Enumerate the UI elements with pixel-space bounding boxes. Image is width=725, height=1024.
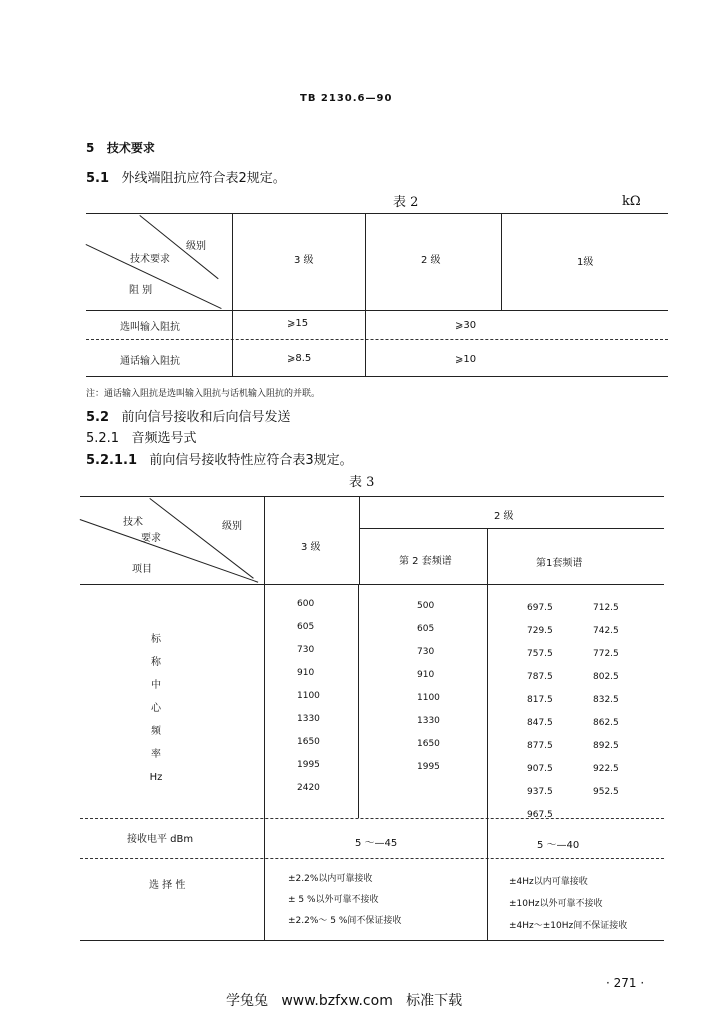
section-title: 技术要求 <box>106 141 155 155</box>
table3-selectivity-2 <box>288 869 401 932</box>
table2-bottom-rule <box>86 376 668 377</box>
doc-code: TB 2130.6—90 <box>300 93 393 104</box>
freq-value: 1995 <box>297 760 320 770</box>
label-char: 标 <box>151 634 161 645</box>
label-char: 称 <box>151 657 161 668</box>
freq-value: 937.5 <box>527 787 553 797</box>
freq-value: 730 <box>297 645 315 655</box>
section-5-2-1-1 <box>86 449 353 468</box>
section-number: 5 <box>86 141 95 155</box>
section-text: 前向信号接收特性应符合表3规定。 <box>149 453 353 468</box>
table3-selectivity-1 <box>509 871 627 937</box>
table3-recv-level-label: 接收电平 dBm <box>127 834 194 845</box>
table3-recv-level-1: 5 ～—40 <box>537 840 580 851</box>
freq-value: 910 <box>297 668 315 678</box>
freq-value: 1995 <box>417 762 440 772</box>
freq-value: 1330 <box>297 714 320 724</box>
freq-value: 877.5 <box>527 741 553 751</box>
selectivity-line: ±10Hz以外可靠不接收 <box>509 899 603 909</box>
table3-col-rule <box>264 496 265 940</box>
table2-level-1: 1级 <box>577 257 594 268</box>
table2-top-rule <box>86 213 668 214</box>
section-5-2-1 <box>86 427 197 446</box>
table2-col-rule <box>501 213 502 310</box>
table2-col-rule <box>232 213 233 376</box>
freq-value: 907.5 <box>527 764 553 774</box>
table2-value: ⩾8.5 <box>287 353 312 364</box>
table3-row-rule <box>80 858 664 859</box>
freq-value: 712.5 <box>593 603 619 613</box>
label-char: 中 <box>151 680 161 691</box>
table2-level-3: 3 级 <box>294 255 314 266</box>
section-number: 5.2.1 <box>86 431 120 446</box>
table3-recv-level-2: 5 ～—45 <box>355 838 398 849</box>
freq-value: 892.5 <box>593 741 619 751</box>
freq-value: 742.5 <box>593 626 619 636</box>
table3-level3-freqs <box>297 593 320 800</box>
watermark: 学兔兔 www.bzfxw.com 标准下载 <box>226 993 463 1009</box>
table3-spectrum2-freqs <box>417 595 440 779</box>
freq-value: 772.5 <box>593 649 619 659</box>
table3-col-rule <box>359 496 360 584</box>
section-5-2 <box>86 406 290 425</box>
freq-value: 967.5 <box>527 810 553 820</box>
section-5-1 <box>86 167 286 186</box>
section-number: 5.2.1.1 <box>86 453 137 468</box>
selectivity-line: ±4Hz以内可靠接收 <box>509 877 588 887</box>
table2-caption: 表 2 <box>393 195 419 210</box>
table2-corner-level: 级别 <box>186 241 206 252</box>
table3-corner-requirement: 要求 <box>141 533 161 544</box>
section-text: 音频选号式 <box>131 431 197 446</box>
table2-col-rule <box>365 213 366 376</box>
freq-value: 697.5 <box>527 603 553 613</box>
table3-bottom-rule <box>80 940 664 941</box>
table2-unit: kΩ <box>622 194 641 209</box>
table2-level-2: 2 级 <box>421 255 441 266</box>
freq-value: 847.5 <box>527 718 553 728</box>
table3-spectrum-2: 第 2 套频谱 <box>399 556 452 567</box>
table3-corner-diagonal <box>149 498 253 579</box>
table2-corner-diagonal <box>139 215 218 279</box>
table3-selectivity-label: 选 择 性 <box>149 880 186 891</box>
section-number: 5.2 <box>86 410 110 425</box>
table3-spectrum-1: 第1套频谱 <box>536 558 583 569</box>
table3-row-rule <box>80 818 664 819</box>
freq-value: 605 <box>297 622 315 632</box>
table3-col-rule <box>358 584 359 818</box>
table2-value: ⩾30 <box>455 320 477 331</box>
section-text: 外线端阻抗应符合表2规定。 <box>121 171 286 186</box>
label-unit: Hz <box>149 772 163 783</box>
table2-value: ⩾10 <box>455 354 477 365</box>
freq-value: 757.5 <box>527 649 553 659</box>
freq-value: 2420 <box>297 783 320 793</box>
freq-value: 605 <box>417 624 435 634</box>
label-char: 频 <box>151 726 161 737</box>
table3-top-rule <box>80 496 664 497</box>
selectivity-line: ±4Hz～±10Hz间不保证接收 <box>509 921 628 931</box>
table3-level2-rule <box>359 528 664 529</box>
table2-value: ⩾15 <box>287 318 309 329</box>
freq-value: 729.5 <box>527 626 553 636</box>
table2-corner-requirement: 技术要求 <box>130 254 170 265</box>
table3-corner-tech: 技术 <box>123 517 143 528</box>
table3-level-3: 3 级 <box>301 542 321 553</box>
section-number: 5.1 <box>86 171 110 186</box>
page-number: · 271 · <box>606 976 645 990</box>
freq-value: 952.5 <box>593 787 619 797</box>
freq-value: 1100 <box>417 693 440 703</box>
freq-value: 862.5 <box>593 718 619 728</box>
table3-caption: 表 3 <box>349 475 375 490</box>
table2-header-rule <box>86 310 668 311</box>
table3-spectrum1-freqs-b <box>593 597 619 804</box>
freq-value: 1330 <box>417 716 440 726</box>
table2-note: 注：通话输入阻抗是选叫输入阻抗与话机输入阻抗的并联。 <box>86 389 321 399</box>
table2-row-rule <box>86 339 668 340</box>
table3-level-2: 2 级 <box>494 511 514 522</box>
section-5-heading <box>86 139 155 156</box>
freq-value: 1100 <box>297 691 320 701</box>
freq-value: 787.5 <box>527 672 553 682</box>
freq-value: 802.5 <box>593 672 619 682</box>
freq-value: 832.5 <box>593 695 619 705</box>
freq-value: 817.5 <box>527 695 553 705</box>
table3-col-rule <box>487 528 488 940</box>
table3-spectrum1-freqs-a <box>527 597 553 827</box>
freq-value: 730 <box>417 647 435 657</box>
selectivity-line: ±2.2%～ 5 %间不保证接收 <box>288 916 402 926</box>
table3-corner-level: 级别 <box>222 521 242 532</box>
section-text: 前向信号接收和后向信号发送 <box>121 410 291 425</box>
freq-value: 1650 <box>297 737 320 747</box>
label-char: 率 <box>151 749 161 760</box>
freq-value: 600 <box>297 599 315 609</box>
table2-row-label: 选叫输入阻抗 <box>120 322 180 333</box>
table2-row-label: 通话输入阻抗 <box>120 356 180 367</box>
freq-value: 922.5 <box>593 764 619 774</box>
freq-value: 910 <box>417 670 435 680</box>
table3-freq-label <box>149 628 163 789</box>
table2-corner-impedance: 阻 别 <box>129 285 153 296</box>
freq-value: 500 <box>417 601 435 611</box>
selectivity-line: ± 5 %以外可靠不接收 <box>288 895 379 905</box>
label-char: 心 <box>151 703 161 714</box>
table3-corner-item: 项目 <box>132 564 152 575</box>
freq-value: 1650 <box>417 739 440 749</box>
selectivity-line: ±2.2%以内可靠接收 <box>288 874 373 884</box>
table3-header-rule <box>80 584 664 585</box>
